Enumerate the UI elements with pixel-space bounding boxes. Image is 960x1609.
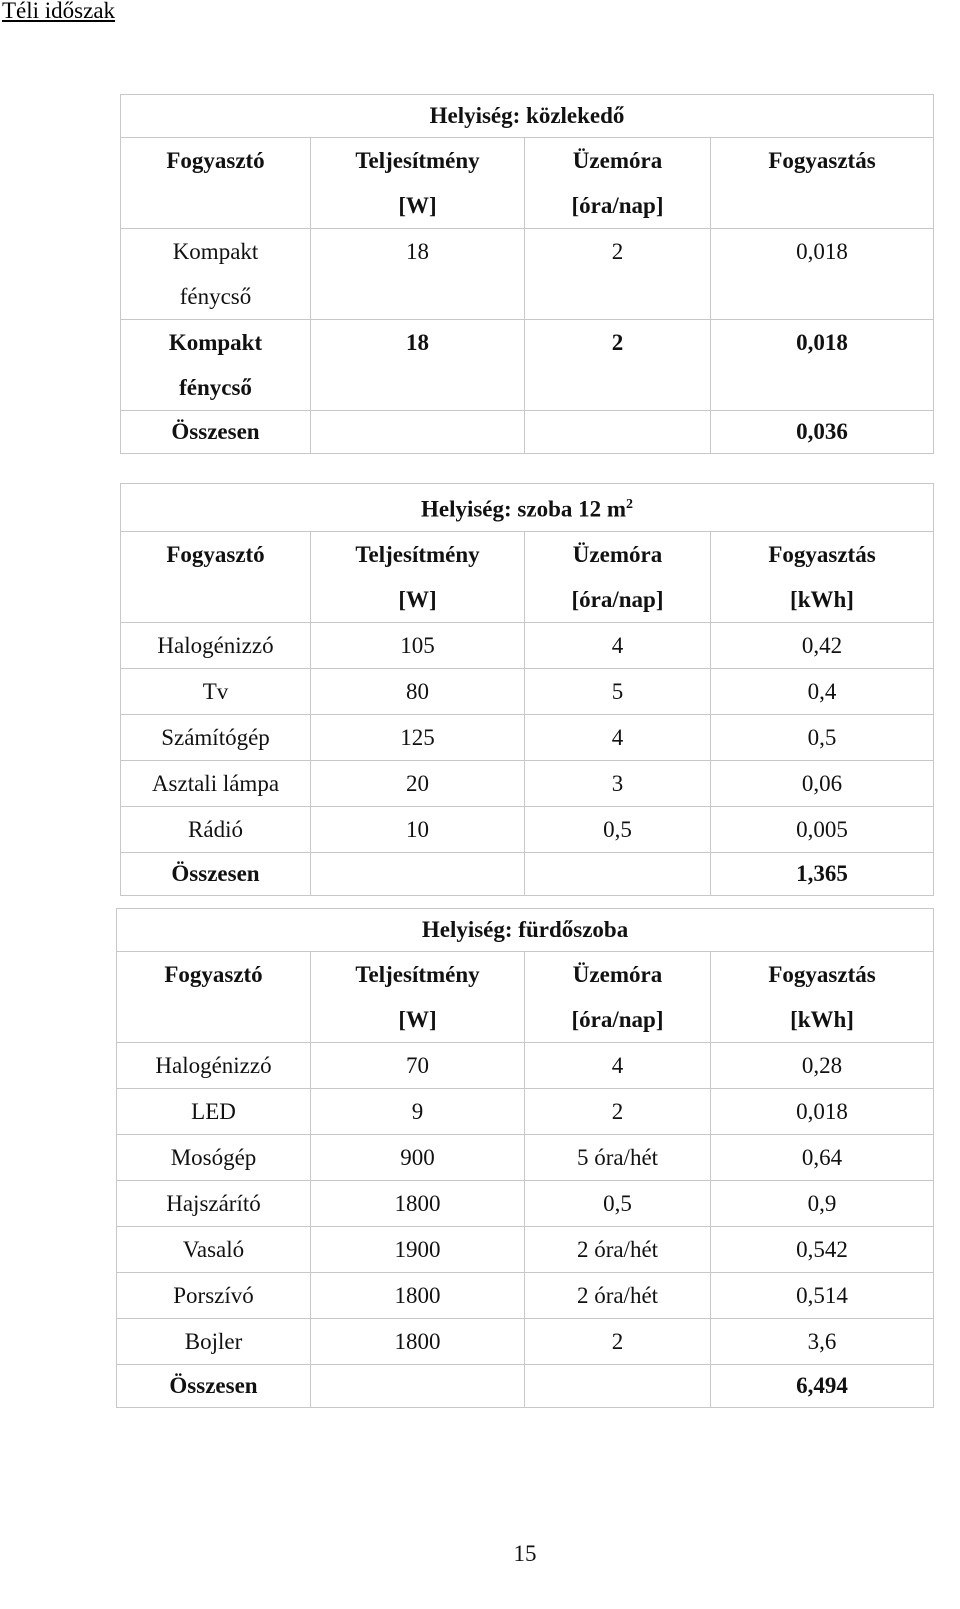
cell-name: LED bbox=[117, 1089, 311, 1135]
table-row bbox=[121, 714, 934, 760]
table-row bbox=[117, 1135, 934, 1181]
cell-consumption: 0,5 bbox=[711, 714, 934, 760]
cell-hours: 2 óra/hét bbox=[525, 1273, 711, 1319]
cell-consumption: 0,06 bbox=[711, 760, 934, 806]
page-number: 15 bbox=[513, 1541, 537, 1566]
cell-consumption: 0,018 bbox=[711, 320, 934, 411]
cell-hours: 5 bbox=[525, 668, 711, 714]
cell-power: 900 bbox=[311, 1135, 525, 1181]
table-row bbox=[117, 1319, 934, 1365]
total-row bbox=[121, 411, 934, 454]
cell-name: Rádió bbox=[121, 806, 311, 852]
cell-consumption: 0,005 bbox=[711, 806, 934, 852]
cell-consumption: 0,514 bbox=[711, 1273, 934, 1319]
table-row bbox=[121, 760, 934, 806]
total-value: 6,494 bbox=[711, 1365, 934, 1408]
cell-consumption: 0,018 bbox=[711, 229, 934, 320]
room-title: Helyiség: közlekedő bbox=[121, 95, 934, 138]
table-row bbox=[121, 622, 934, 668]
cell-name: Asztali lámpa bbox=[121, 760, 311, 806]
header-consumer: Fogyasztó bbox=[121, 531, 311, 622]
cell-name: Számítógép bbox=[121, 714, 311, 760]
cell-power: 9 bbox=[311, 1089, 525, 1135]
table-row bbox=[117, 1273, 934, 1319]
total-label: Összesen bbox=[117, 1365, 311, 1408]
header-consumer: Fogyasztó bbox=[117, 952, 311, 1043]
cell-power: 1800 bbox=[311, 1181, 525, 1227]
cell-name: Halogénizzó bbox=[117, 1043, 311, 1089]
cell-consumption: 0,64 bbox=[711, 1135, 934, 1181]
cell-power: 20 bbox=[311, 760, 525, 806]
cell-hours: 2 bbox=[525, 1089, 711, 1135]
room-title: Helyiség: szoba 12 $m^2$ bbox=[121, 484, 934, 532]
cell-power: 1800 bbox=[311, 1273, 525, 1319]
cell-consumption: 0,542 bbox=[711, 1227, 934, 1273]
cell-consumption: 0,28 bbox=[711, 1043, 934, 1089]
cell-hours: 4 bbox=[525, 714, 711, 760]
header-hours: Üzemóra [óra/nap] bbox=[525, 952, 711, 1043]
cell-hours: 2 óra/hét bbox=[525, 1227, 711, 1273]
cell-name: Vasaló bbox=[117, 1227, 311, 1273]
cell-name: Porszívó bbox=[117, 1273, 311, 1319]
cell-name: Kompakt fénycső bbox=[121, 229, 311, 320]
total-label: Összesen bbox=[121, 852, 311, 895]
header-power: Teljesítmény [W] bbox=[311, 952, 525, 1043]
header-power: Teljesítmény [W] bbox=[311, 138, 525, 229]
cell-consumption: 0,42 bbox=[711, 622, 934, 668]
cell-consumption: 0,018 bbox=[711, 1089, 934, 1135]
cell-hours: 2 bbox=[525, 320, 711, 411]
cell-power: 105 bbox=[311, 622, 525, 668]
cell-hours: 0,5 bbox=[525, 1181, 711, 1227]
cell-name: Tv bbox=[121, 668, 311, 714]
cell-name: Mosógép bbox=[117, 1135, 311, 1181]
table-row bbox=[121, 668, 934, 714]
cell-consumption: 0,4 bbox=[711, 668, 934, 714]
table-row bbox=[117, 1089, 934, 1135]
section-heading[interactable]: Téli időszak bbox=[2, 0, 116, 23]
cell-name: Bojler bbox=[117, 1319, 311, 1365]
header-consumption: Fogyasztás [kWh] bbox=[711, 952, 934, 1043]
header-consumption: Fogyasztás bbox=[711, 138, 934, 229]
table-row bbox=[121, 806, 934, 852]
header-consumption: Fogyasztás [kWh] bbox=[711, 531, 934, 622]
table-row bbox=[121, 320, 934, 411]
cell-power: 80 bbox=[311, 668, 525, 714]
table-row bbox=[117, 1043, 934, 1089]
header-hours: Üzemóra [óra/nap] bbox=[525, 138, 711, 229]
cell-name: Hajszárító bbox=[117, 1181, 311, 1227]
cell-name: Kompakt fénycső bbox=[121, 320, 311, 411]
cell-power: 70 bbox=[311, 1043, 525, 1089]
cell-power: 10 bbox=[311, 806, 525, 852]
cell-hours: 5 óra/hét bbox=[525, 1135, 711, 1181]
cell-power: 18 bbox=[311, 229, 525, 320]
cell-hours: 2 bbox=[525, 1319, 711, 1365]
total-label: Összesen bbox=[121, 411, 311, 454]
cell-consumption: 0,9 bbox=[711, 1181, 934, 1227]
cell-power: 1900 bbox=[311, 1227, 525, 1273]
cell-hours: 2 bbox=[525, 229, 711, 320]
total-row bbox=[117, 1365, 934, 1408]
room-table-kozlekedo bbox=[120, 94, 934, 454]
total-value: 1,365 bbox=[711, 852, 934, 895]
room-table-szoba bbox=[120, 483, 934, 896]
cell-consumption: 3,6 bbox=[711, 1319, 934, 1365]
total-value: 0,036 bbox=[711, 411, 934, 454]
cell-power: 1800 bbox=[311, 1319, 525, 1365]
header-consumer: Fogyasztó bbox=[121, 138, 311, 229]
table-row bbox=[117, 1181, 934, 1227]
total-row bbox=[121, 852, 934, 895]
cell-hours: 4 bbox=[525, 622, 711, 668]
cell-hours: 0,5 bbox=[525, 806, 711, 852]
table-row bbox=[121, 229, 934, 320]
cell-power: 125 bbox=[311, 714, 525, 760]
cell-hours: 4 bbox=[525, 1043, 711, 1089]
room-table-furdoszoba bbox=[116, 908, 934, 1408]
header-hours: Üzemóra [óra/nap] bbox=[525, 531, 711, 622]
cell-hours: 3 bbox=[525, 760, 711, 806]
header-power: Teljesítmény [W] bbox=[311, 531, 525, 622]
cell-name: Halogénizzó bbox=[121, 622, 311, 668]
table-row bbox=[117, 1227, 934, 1273]
cell-power: 18 bbox=[311, 320, 525, 411]
room-title: Helyiség: fürdőszoba bbox=[117, 909, 934, 952]
